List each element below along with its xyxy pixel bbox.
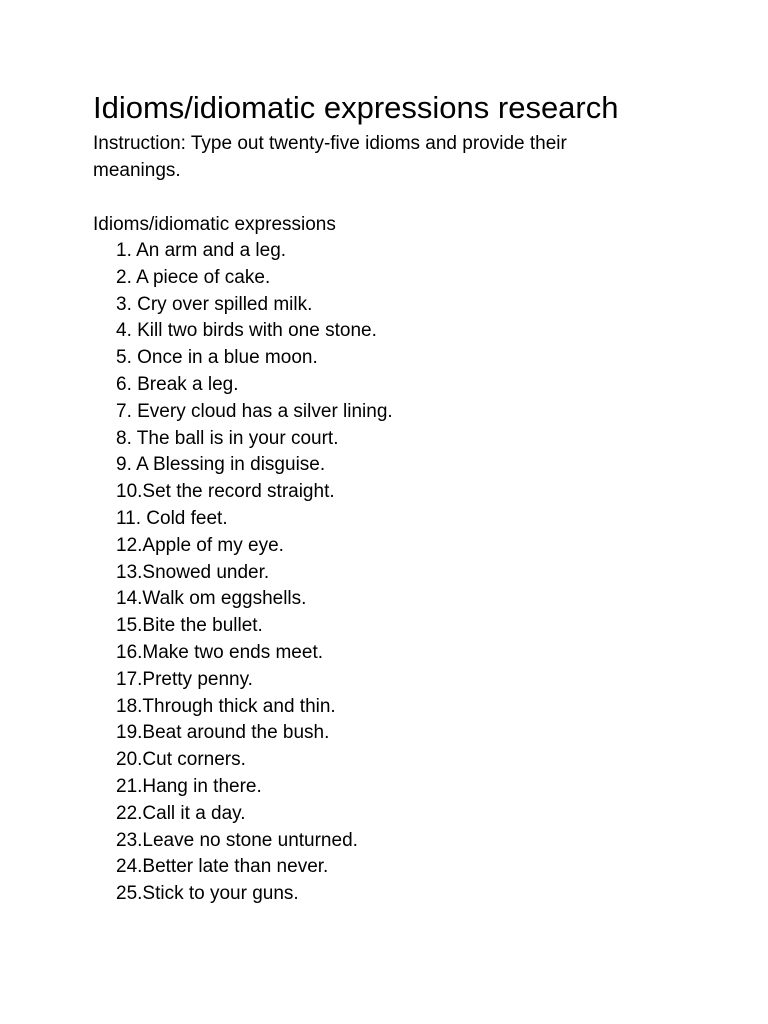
list-item: 17.Pretty penny. (116, 668, 253, 690)
list-item: 9. A Blessing in disguise. (116, 454, 326, 476)
instruction-text: Instruction: Type out twenty-five idioms and provide their meanings. (93, 133, 567, 181)
list-item: 1. An arm and a leg. (116, 240, 287, 261)
document-page (93, 88, 713, 908)
list-item: 13.Snowed under. (116, 561, 270, 583)
list-item: 6. Break a leg. (116, 373, 239, 395)
list-item: 5. Once in a blue moon. (116, 347, 318, 369)
list-item: 23.Leave no stone unturned. (116, 829, 358, 851)
list-item: 12.Apple of my eye. (116, 534, 284, 556)
list-item: 14.Walk om eggshells. (116, 588, 307, 610)
list-item: 2. A piece of cake. (116, 266, 271, 288)
list-item: 24.Better late than never. (116, 856, 329, 878)
list-item: 8. The ball is in your court. (116, 427, 339, 449)
list-item: 11. Cold feet. (116, 507, 228, 529)
list-item: 22.Call it a day. (116, 802, 246, 824)
list-item: 20.Cut corners. (116, 749, 246, 771)
list-item: 21.Hang in there. (116, 775, 262, 797)
list-item: 15.Bite the bullet. (116, 615, 263, 637)
list-item: 18.Through thick and thin. (116, 695, 336, 717)
list-item: 7. Every cloud has a silver lining. (116, 400, 393, 422)
idiom-list (93, 238, 713, 908)
document-title: Idioms/idiomatic expressions research (93, 90, 619, 125)
list-item: 16.Make two ends meet. (116, 641, 323, 663)
list-item: 10.Set the record straight. (116, 481, 335, 503)
list-item: 25.Stick to your guns. (116, 883, 299, 905)
section-heading: Idioms/idiomatic expressions (93, 214, 336, 235)
list-item: 4. Kill two birds with one stone. (116, 320, 377, 342)
list-item: 3. Cry over spilled milk. (116, 293, 313, 315)
list-item: 19.Beat around the bush. (116, 722, 330, 744)
